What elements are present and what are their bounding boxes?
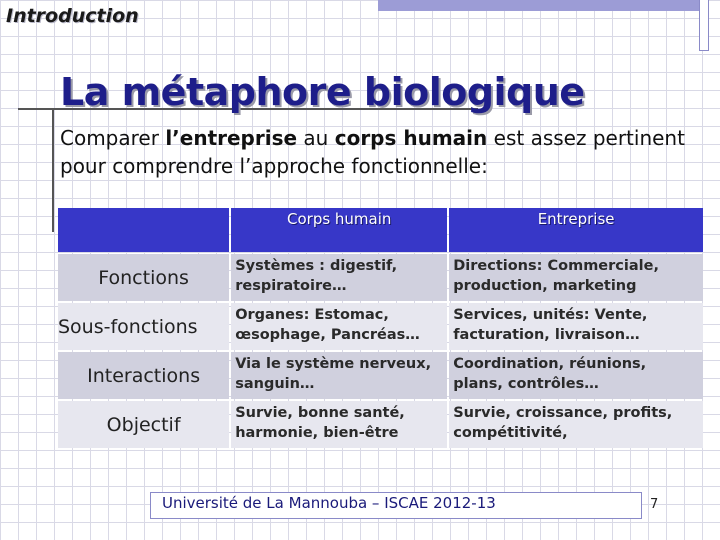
cell-body: Organes: Estomac, œsophage, Pancréas… — [231, 303, 447, 350]
intro-part-2: au — [297, 126, 335, 150]
table-header-row — [58, 208, 703, 252]
top-accent-bar — [378, 0, 700, 11]
table-row — [58, 352, 703, 399]
cell-company: Survie, croissance, profits, compétitivité, — [449, 401, 703, 448]
header-corps-humain: Corps humain — [287, 210, 392, 228]
right-accent-bar — [699, 0, 709, 51]
cell-company: Coordination, réunions, plans, contrôles… — [449, 352, 703, 399]
intro-bold-2: corps humain — [334, 126, 488, 150]
row-label: Objectif — [58, 401, 229, 448]
cell-body: Systèmes : digestif, respiratoire… — [231, 254, 447, 301]
left-rule — [52, 108, 54, 232]
cell-company: Directions: Commerciale, production, marketing — [449, 254, 703, 301]
table-row — [58, 303, 703, 350]
header-empty — [58, 208, 229, 252]
cell-body: Survie, bonne santé, harmonie, bien-être — [231, 401, 447, 448]
row-label: Sous-fonctions — [58, 303, 229, 350]
comparison-table — [56, 206, 705, 450]
intro-paragraph — [60, 124, 700, 180]
cell-company: Services, unités: Vente, facturation, livraison… — [449, 303, 703, 350]
intro-part-3: est assez pertinent pour comprendre l’approche fonctionnelle: — [60, 126, 685, 178]
cell-body: Via le système nerveux, sanguin… — [231, 352, 447, 399]
slide-title: La métaphore biologique — [60, 70, 585, 114]
footer-text: Université de La Mannouba – ISCAE 2012-13 — [162, 494, 496, 512]
row-label: Fonctions — [58, 254, 229, 301]
intro-part-1: Comparer — [60, 126, 166, 150]
header-entreprise: Entreprise — [537, 210, 615, 228]
row-label: Interactions — [58, 352, 229, 399]
page-number: 7 — [650, 497, 659, 512]
table-row — [58, 254, 703, 301]
intro-bold-1: l’entreprise — [165, 126, 298, 150]
table-row — [58, 401, 703, 448]
section-label: Introduction — [6, 5, 139, 27]
